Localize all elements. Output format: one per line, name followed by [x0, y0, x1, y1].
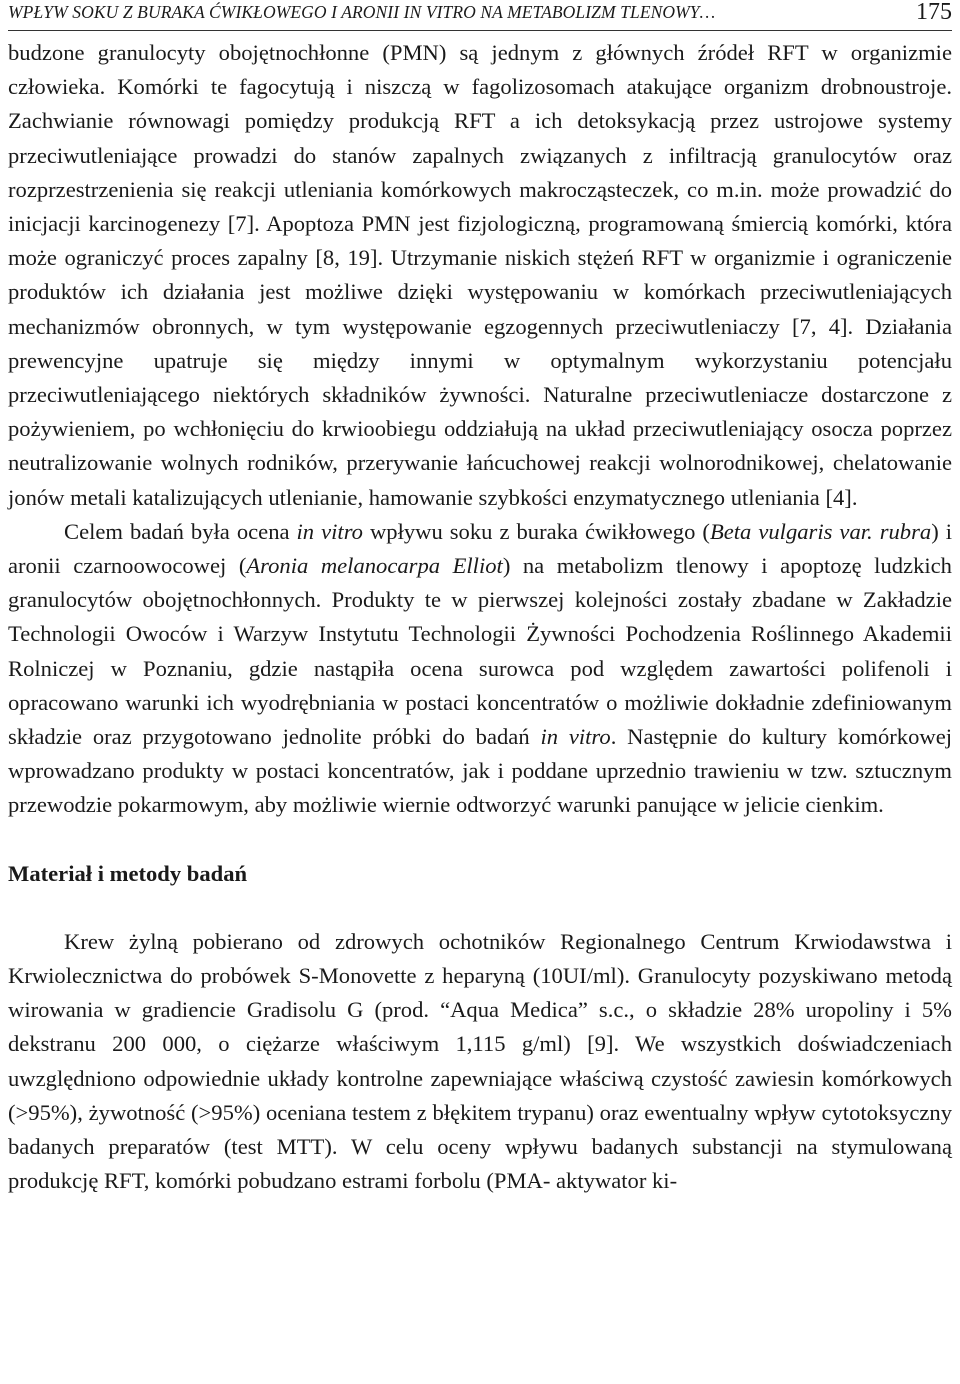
italic-term: Aronia melanocarpa Elliot — [246, 553, 503, 579]
text-run: Celem badań była ocena — [64, 518, 297, 544]
paragraph-methods: Krew żylną pobierano od zdrowych ochotników Regionalnego Centrum Krwiodawstwa i Krwiolecznictwa do probówek S-Monovette z heparyną (10UI/ml). Granulocyty pozyskiwano metodą wirowania w gradiencie Gradisolu G (prod. “Aqua Medica” s.c., o składzie 28% uropoliny i 5% dekstranu 200 000, o ciężarze właściwym 1,115 g/ml) [9]. We wszystkich doświadczeniach uwzględniono odpowiednie układy kontrolne zapewniające właściwą czystość zawiesin komórkowych (>95%), żywotność (>95%) oceniana testem z błękitem trypanu) oraz ewentualny wpływ cytotoksyczny badanych preparatów (test MTT). W celu oceny wpływu badanych substancji na stymulowaną produkcję RFT, komórki pobudzano estrami forbolu (PMA- aktywator ki- — [8, 928, 952, 1194]
body-text — [8, 36, 952, 1199]
paragraph-intro-continued: budzone granulocyty obojętnochłonne (PMN) są jednym z głównych źródeł RFT w organizmie człowieka. Komórki te fagocytują i niszczą w fagolizosomach atakujące organizm drobnoustroje. Zachwianie równowagi pomiędzy produkcją RFT a ich detoksykacją przez ustrojowe systemy przeciwutleniające prowadzi do stanów zapalnych związanych z infiltracją granulocytów oraz rozprzestrzenienia się reakcji utleniania komórkowych makrocząsteczek, co m.in. może prowadzić do inicjacji karcinogenezy [7]. Apoptoza PMN jest fizjologiczną, programowaną śmiercią komórki, która może ograniczyć proces zapalny [8, 19]. Utrzymanie niskich stężeń RFT w organizmie i ograniczenie produktów ich działania jest możliwe dzięki występowaniu w komórkach przeciwutleniających mechanizmów obronnych, w tym występowanie egzogennych przeciwutleniaczy [7, 4]. Działania prewencyjne upatruje się między innymi w optymalnym wykorzystaniu potencjału przeciwutleniającego niektórych składników żywności. Naturalne przeciwutleniacze dostarczone z pożywieniem, po wchłonięciu do krwioobiegu oddziałują na układ przeciwutleniający osocza poprzez neutralizowanie wolnych rodników, przerywanie łańcuchowej reakcji wolnorodnikowej, chelatowanie jonów metali katalizujących utlenianie, hamowanie szybkości enzymatycznego utleniania [4]. — [8, 40, 952, 510]
page-number: 175 — [916, 0, 952, 25]
italic-term: in vitro — [540, 724, 611, 750]
running-title: WPŁYW SOKU Z BURAKA ĆWIKŁOWEGO I ARONII IN VITRO NA METABOLIZM TLENOWY… — [8, 2, 716, 22]
italic-term: in vitro — [296, 518, 363, 544]
text-run: ) i aronii czarnoowocowej ( — [8, 518, 952, 579]
text-run — [873, 519, 880, 544]
section-heading: Materiał i metody badań — [8, 860, 248, 886]
text-run: ) na metabolizm tlenowy i apoptozę ludzkich granulocytów obojętnochłonnych. Produkty te w pierwszej kolejności zostały zbadane w Zakładzie Technologii Owoców i Warzyw Instytutu Technologii Żywności Pochodzenia Roślinnego Akademii Rolniczej w Poznaniu, gdzie nastąpiła ocena surowca pod względem zawartości polifenoli i opracowano warunki ich wyodrębniania w postaci koncentratów o możliwie dokładnie zdefiniowanym składzie oraz przygotowano jednolite próbki do badań — [8, 553, 952, 750]
italic-term: Beta vulgaris var. — [709, 518, 873, 544]
page-header — [8, 0, 952, 31]
italic-term: rubra — [879, 518, 932, 544]
paragraph-aim — [8, 515, 952, 823]
text-run: wpływu soku z buraka ćwikłowego ( — [362, 518, 710, 544]
text-run: . Następnie do kultury komórkowej wprowadzano produkty w postaci koncentratów, jak i poddane uprzednio trawieniu w tzw. sztucznym przewodzie pokarmowym, aby możliwie wiernie odtworzyć warunki panujące w jelicie cienkim. — [8, 724, 953, 818]
